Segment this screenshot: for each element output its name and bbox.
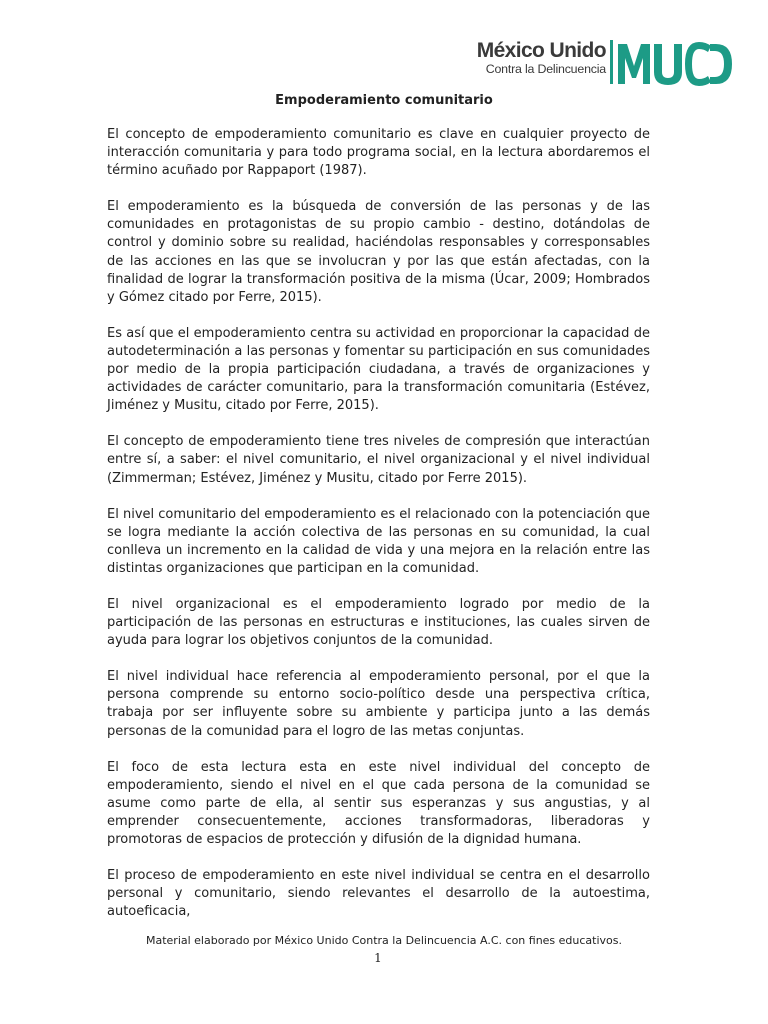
document-title: Empoderamiento comunitario [275, 93, 493, 108]
logo-wordmark [472, 40, 606, 77]
paragraph: El concepto de empoderamiento tiene tres niveles de compresión que interactúan entre sí, a saber: el nivel comunitario, el nivel organizacional y el nivel individual (Zimmerman; Estévez, Jiménez y Musitu, citado por Ferre 2015). [107, 434, 650, 486]
paragraph: El nivel organizacional es el empoderamiento logrado por medio de la participación de las personas en estructuras e instituciones, las cuales sirven de ayuda para lograr los objetivos conjuntos de la comunidad. [107, 596, 650, 649]
logo-name: México Unido [476, 39, 606, 62]
paragraph: El foco de esta lectura esta en este nivel individual del concepto de empoderamiento, siendo el nivel en el que cada persona de la comunidad se asume como parte de ella, al sentir sus esperanzas y sus angustias, y al emprender consecuentemente, acciones transformadoras, liberadoras y promotoras de espacios de protección y difusión de la dignidad humana. [107, 759, 650, 847]
paragraph: Es así que el empoderamiento centra su actividad en proporcionar la capacidad de autodeterminación a las personas y fomentar su participación en sus comunidades por medio de la propia participación ciudadana, a través de organizaciones y actividades de carácter comunitario, para la transformación comunitaria (Estévez, Jiménez y Musitu, citado por Ferre, 2015). [107, 325, 650, 414]
organization-logo [470, 38, 738, 88]
document-body [107, 126, 650, 939]
mucd-logo-mark [610, 38, 734, 88]
paragraph: El nivel individual hace referencia al empoderamiento personal, por el que la persona comprende su entorno socio-político desde una perspectiva crítica, trabaja por ser influyente sobre su ambiente y participa junto a las demás personas de la comunidad para el logro de las metas conjuntas. [107, 669, 650, 739]
paragraph: El concepto de empoderamiento comunitario es clave en cualquier proyecto de interacción comunitaria y para todo programa social, en la lectura abordaremos el término acuñado por Rappaport (1987). [107, 127, 650, 179]
logo-tagline: Contra la Delincuencia [485, 62, 606, 76]
paragraph: El empoderamiento es la búsqueda de conversión de las personas y de las comunidades en protagonistas de su propio cambio - destino, dotándolas de control y dominio sobre su realidad, haciéndolas responsables y corresponsables de las acciones en las que se involucran y por las que están afectadas, con la finalidad de lograr la transformación positiva de la misma (Úcar, 2009; Hombrados y Gómez citado por Ferre, 2015). [107, 199, 650, 305]
paragraph: El nivel comunitario del empoderamiento es el relacionado con la potenciación que se logra mediante la acción colectiva de las personas en su comunidad, la cual conlleva un incremento en la calidad de vida y una mejora en la relación entre las distintas organizaciones que participan en la comunidad. [107, 506, 650, 576]
paragraph: El proceso de empoderamiento en este nivel individual se centra en el desarrollo personal y comunitario, siendo relevantes el desarrollo de la autoestima, autoeficacia, [107, 868, 650, 920]
footer-note: Material elaborado por México Unido Contra la Delincuencia A.C. con fines educativos. [145, 934, 623, 947]
page-number: 1 [374, 951, 382, 965]
